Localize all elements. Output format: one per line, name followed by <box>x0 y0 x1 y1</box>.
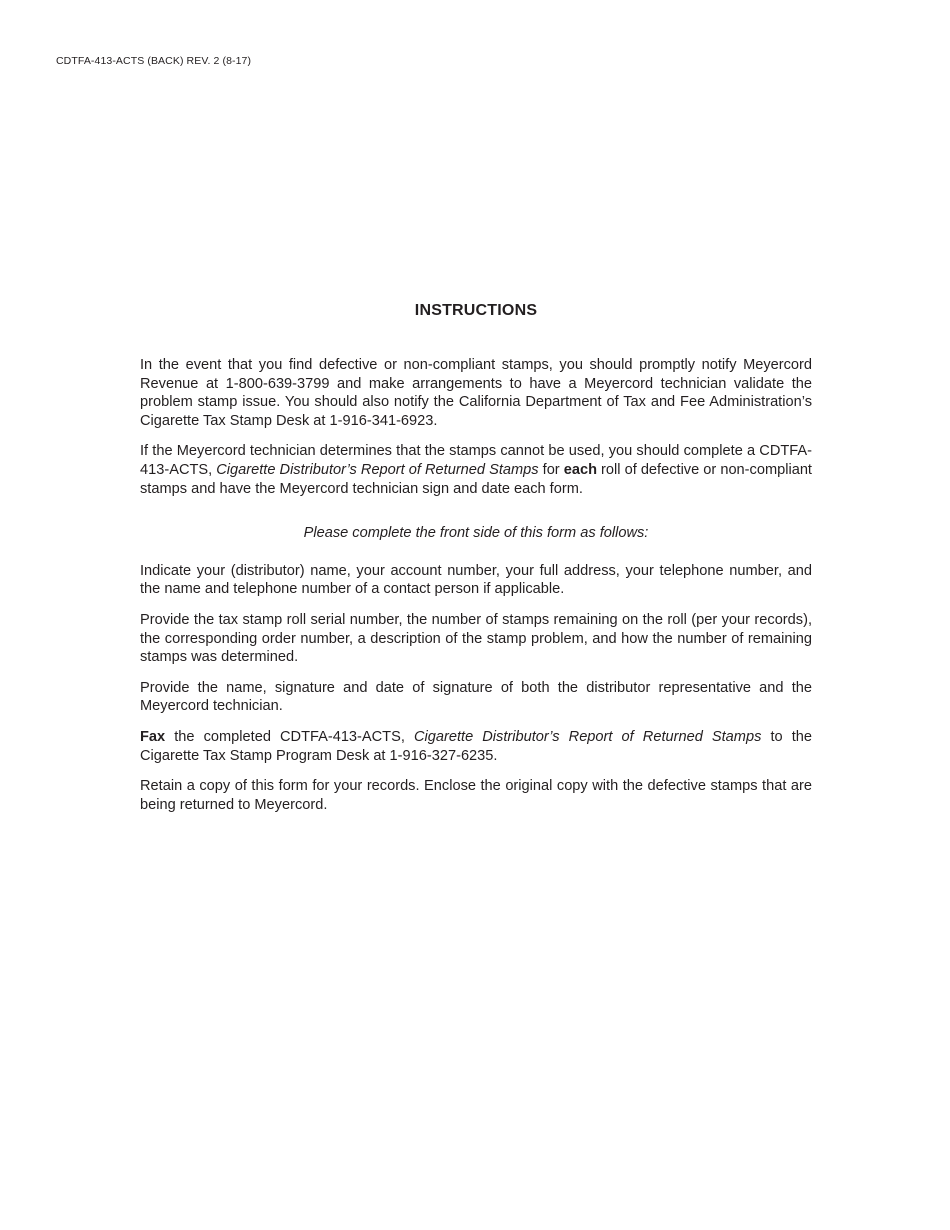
form-id-label: CDTFA-413-ACTS (BACK) REV. 2 (8-17) <box>56 55 252 67</box>
instructions-section <box>140 302 812 826</box>
front-side-note: Please complete the front side of this form as follows: <box>303 525 649 542</box>
instructions-paragraph-notify: In the event that you find defective or non-compliant stamps, you should promptly notify Meyercord Revenue at 1-800-639-3799 and make arrangements to have a Meyercord technician validate the problem stamp issue. You should also notify the California Department of Tax and Fee Administration’s Cigarette Tax Stamp Desk at 1-916-341-6923. <box>140 357 812 429</box>
instructions-paragraph-roll-info: Provide the tax stamp roll serial number, the number of stamps remaining on the roll (per your records), the corresponding order number, a description of the stamp problem, and how the number of remaining stamps was determined. <box>140 611 812 666</box>
emphasis-each: each <box>563 461 597 478</box>
instructions-paragraph-signatures: Provide the name, signature and date of signature of both the distributor representative and the Meyercord technician. <box>140 679 812 715</box>
paragraph-text: the completed CDTFA-413-ACTS, <box>165 728 414 745</box>
form-name-italic: Cigarette Distributor’s Report of Returned Stamps <box>216 461 539 478</box>
emphasis-fax: Fax <box>140 728 166 745</box>
instructions-title: INSTRUCTIONS <box>414 302 538 319</box>
paragraph-text: for <box>538 461 564 478</box>
instructions-paragraph-retain-copy: Retain a copy of this form for your records. Enclose the original copy with the defective stamps that are being returned to Meyercord. <box>140 778 812 813</box>
form-name-italic: Cigarette Distributor’s Report of Returned Stamps <box>413 728 762 745</box>
instructions-paragraph-complete-form <box>140 442 812 498</box>
instructions-paragraph-distributor-info: Indicate your (distributor) name, your account number, your full address, your telephone number, and the name and telephone number of a contact person if applicable. <box>140 562 812 598</box>
paragraph-text: to the Cigarette Tax Stamp Program Desk at 1-916-327-6235. <box>140 728 812 764</box>
paragraph-text: If the Meyercord technician determines that the stamps cannot be used, you should complete a CDTFA-413-ACTS, <box>140 443 812 478</box>
paragraph-text: roll of defective or non-compliant stamps and have the Meyercord technician sign and date each form. <box>140 461 812 497</box>
instructions-paragraph-fax <box>140 728 812 765</box>
